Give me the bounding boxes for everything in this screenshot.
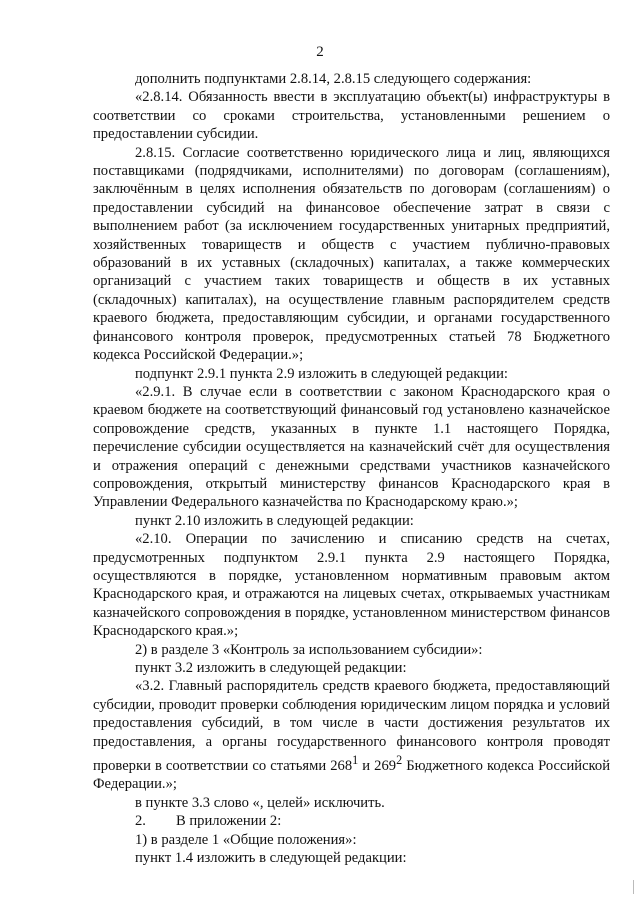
edge-mark <box>633 880 634 894</box>
paragraph-text: «3.2. Главный распорядитель средств краевого бюджета, предоставляющий субсидии, проводит проверки соблюдения юридическим лицом порядка и условий предоставления субсидий, в том числе в части достижения результатов их предоставления, а органы государственного финансового контроля проводят проверки в соответствии со статьями 268 <box>93 678 610 774</box>
paragraph: «2.8.14. Обязанность ввести в эксплуатацию объект(ы) инфраструктуры в соответствии со сроками строительства, установленными решением о предоставлении субсидии. <box>93 89 610 143</box>
superscript: 1 <box>352 753 359 768</box>
list-number: 2. <box>135 813 146 830</box>
superscript: 2 <box>396 753 403 768</box>
paragraph: пункт 3.2 изложить в следующей редакции: <box>135 660 407 676</box>
paragraph-text: В приложении 2: <box>175 813 282 830</box>
paragraph: подпункт 2.9.1 пункта 2.9 изложить в следующей редакции: <box>135 365 508 382</box>
paragraph: «2.9.1. В случае если в соответствии с законом Краснодарского края о краевом бюджете на соответствующий финансовый год установлено казначейское сопровождение средств, указанных в пункте 1.1 настоящего Порядка, перечисление субсидии осуществляется на казначейский счёт для осуществления и отражения операций с денежными средствами участников казначейского сопровождения, открытый министерству финансов Краснодарского края в Управлении Федерального казначейства по Краснодарскому краю.»; <box>93 383 610 511</box>
paragraph: 1) в разделе 1 «Общие положения»: <box>135 831 357 848</box>
paragraph: 2.8.15. Согласие соответственно юридического лица и лиц, являющихся поставщиками (подрядчиками, исполнителями) по договорам (соглашениям), заключённым в целях исполнения обязательств по договорам (соглашениям) о предоставлении субсидий на финансовое обеспечение затрат в связи с выполнением работ (за исключением государственных унитарных предприятий, хозяйственных товариществ и обществ с участием публично-правовых образований в их уставных (складочных) капиталах, а также коммерческих организаций с участием таких товариществ и обществ в их уставных (складочных) капиталах), на осуществление главным распорядителем средств краевого бюджета, предоставляющим субсидии, и органами государственного финансового контроля проверок, предусмотренных статьей 78 Бюджетного кодекса Российской Федерации.»; <box>93 144 610 364</box>
paragraph: дополнить подпунктами 2.8.14, 2.8.15 следующего содержания: <box>135 71 532 87</box>
paragraph-text: и 269 <box>358 757 397 774</box>
paragraph <box>93 677 610 793</box>
document-body <box>93 70 610 867</box>
paragraph: в пункте 3.3 слово «, целей» исключить. <box>135 794 385 811</box>
paragraph: пункт 2.10 изложить в следующей редакции: <box>135 512 414 529</box>
paragraph: 2) в разделе 3 «Контроль за использованием субсидии»: <box>135 641 483 658</box>
paragraph <box>93 812 610 830</box>
paragraph-text: Бюджетного кодекса Российской Федерации.»; <box>93 757 610 793</box>
paragraph: «2.10. Операции по зачислению и списанию средств на счетах, предусмотренных подпунктом 2.9.1 пункта 2.9 настоящего Порядка, осуществляются в порядке, установленном нормативным правовым актом Краснодарского края, и отражаются на лицевых счетах, открываемых участникам казначейского сопровождения в порядке, установленном министерством финансов Краснодарского края.»; <box>93 531 610 640</box>
paragraph: пункт 1.4 изложить в следующей редакции: <box>135 849 407 866</box>
page-number: 2 <box>316 44 324 60</box>
